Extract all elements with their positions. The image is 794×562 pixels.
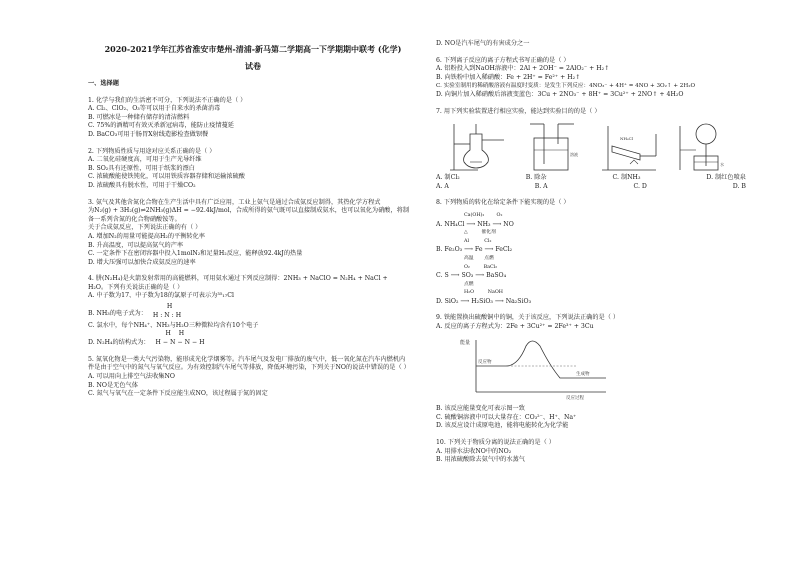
question-6	[436, 57, 766, 100]
option-d: D. 浓硫酸具有脱水性，可用于干燥CO₂	[88, 181, 196, 189]
answer-options	[436, 183, 766, 192]
question-stem-line: 5. 氮氧化物是一类大气污染物，能形成光化学烟雾等。汽车尾气及发电厂排放的废气中，低一氧化氮在汽车内燃机内	[88, 355, 406, 363]
option-b: B. NO是无色气体	[88, 381, 138, 389]
energy-diagram	[456, 336, 766, 404]
option-d-conditions-top: H₂O NaOH	[464, 290, 503, 296]
exam-subtitle: 试卷	[245, 61, 261, 71]
apparatus-label-c: C. 制NH₃	[612, 174, 641, 182]
option-c-block	[436, 264, 766, 290]
apparatus-label-a: A. 制Cl₂	[436, 174, 460, 182]
option-a: A. 可以用向上排空气法收集NO	[88, 373, 175, 381]
option-c: C. 75%的酒精可有效灭杀新冠病毒，能防止疫情蔓延	[88, 122, 234, 130]
question-stem-line: 备一系列含氮的化合物硝酸铵等。	[88, 215, 181, 223]
question-9	[436, 314, 766, 431]
option-a-conditions-bottom: △ 催化剂	[464, 230, 496, 236]
section-heading: 一、选择题	[88, 80, 119, 87]
question-4	[88, 275, 418, 348]
electron-formula-main: H : N : H	[152, 312, 182, 320]
question-stem-line: 关于合成氨反应，下列说法正确的有（ ）	[88, 224, 202, 232]
option-c: C. S ⟶ SO₃ ⟶ BaSO₄	[436, 272, 507, 280]
option-b: B. 用浓硫酸除去氨气中的水蒸气	[436, 456, 525, 464]
energy-diagram-svg	[456, 336, 626, 400]
svg-text:NH₄Cl: NH₄Cl	[620, 136, 633, 142]
question-7	[436, 108, 766, 192]
apparatus-b-figure	[524, 120, 586, 172]
option-c: C. 实验室制用的稀硝酸溶液有温度时变质：是发生下列反应：4NO₃⁻ + 4H⁺ = 4NO + 3O₂↑ + 2H₂O	[436, 83, 696, 90]
electron-formula	[152, 303, 182, 321]
question-stem-line: 件是由于空气中的氮气与氧气反应。为有效控制汽车尾气等排放，降低环境污染，下列关于NO的说法中错误的是（ ）	[88, 364, 410, 372]
apparatus-labels	[436, 174, 766, 183]
question-stem: 7. 用下列实验装置进行相应实验，能达到实验目的的是（ ）	[436, 107, 601, 115]
option-a: A. 反应的离子方程式为：2Fe + 3Cu²⁺ = 2Fe³⁺ + 3Cu	[436, 323, 594, 331]
option-b: B. 向铁粉中加入稀硝酸：Fe + 2H⁺ = Fe²⁺ + H₂↑	[436, 73, 581, 81]
option-c: C. 一定条件下在密闭容器中投入1molN₂和足量H₂反应，能释放92.4kJ的热量	[88, 250, 303, 258]
svg-text:溶液: 溶液	[570, 152, 578, 158]
question-stem: 8. 下列物质的转化在给定条件下能实现的是（ ）	[436, 199, 570, 207]
option-a: A. 铝粉投入到NaOH溶液中：2Al + 2OH⁻ = 2AlO₂⁻ + H₂↑	[436, 65, 610, 73]
energy-axis-x-label: 反应过程	[566, 395, 584, 400]
option-a: A. NH₄Cl ⟶ NH₃ ⟶ NO	[436, 220, 514, 228]
option-a: A. 二氧化硅硬度高，可用于生产光导纤维	[88, 156, 202, 164]
exam-title: 2020-2021学年江苏省淮安市楚州-清浦-新马第二学期高一下学期期中联考 (化学)	[104, 44, 402, 54]
option-b: B. 该反应能量变化可表示图一致	[436, 405, 525, 413]
option-d: D. 增大压强可以加快合成氨反应的速率	[88, 258, 196, 266]
question-10	[436, 439, 766, 465]
apparatus-a-figure	[448, 120, 510, 172]
option-a: A. 中子数为17、中子数为18的氯原子可表示为³⁵₁₇Cl	[88, 292, 234, 300]
question-stem-line: 为N₂(g) + 3H₂(g)⇌2NH₃(g)ΔH = −92.4kJ/mol，合成所得的氨气既可以直接制成氨水，也可以氧化为硝酸，将制	[88, 207, 410, 215]
question-3	[88, 199, 418, 268]
question-stem: 2. 下列物质性质与用途对应关系正确的是（ ）	[88, 147, 216, 155]
option-d-block	[436, 289, 766, 306]
apparatus-d-figure	[676, 120, 738, 172]
question-2	[88, 148, 418, 191]
question-stem-line: H₂O。下列有关说法正确的是（ ）	[88, 283, 184, 291]
option-c: C. 氯水中，每个NH₄⁺、NH₃与H₂O三种微粒均含有10个电子	[88, 321, 259, 329]
svg-text:水: 水	[720, 162, 724, 168]
option-d-text: D. N₂H₄的结构式为：	[88, 339, 150, 347]
right-column	[436, 40, 766, 465]
option-b	[88, 303, 418, 320]
electron-formula-top: H	[166, 303, 173, 311]
reactants-label: 反应物	[478, 359, 492, 365]
option-c: C. 氮气与氧气在一定条件下反应能生成NO，该过程属于氮的固定	[88, 390, 268, 398]
option-d: D. SiO₂ ⟶ H₂SiO₃ ⟶ Na₂SiO₃	[436, 297, 532, 305]
apparatus-label-d: D. 制红色喷泉	[706, 174, 746, 182]
question-stem: 10. 下列关于物质分离的说法正确的是（ ）	[436, 439, 555, 447]
option-b: B. Fe₂O₃ ⟶ Fe ⟶ FeCl₂	[436, 246, 513, 254]
products-label: 生成物	[576, 371, 590, 377]
apparatus-figures	[448, 120, 766, 172]
option-c-conditions-bottom: 点燃	[464, 281, 474, 287]
option-b-conditions-top: Al Cl₂	[464, 238, 492, 244]
question-stem: 6. 下列离子反应的离子方程式书写正确的是（ ）	[436, 56, 570, 64]
option-b-block	[436, 238, 766, 264]
question-stem: 1. 化学与我们的生活密不可分，下列说法不正确的是（ ）	[88, 96, 247, 104]
question-1	[88, 97, 418, 140]
option-b: B. A	[534, 182, 548, 190]
question-stem: 9. 铁能置换出硫酸铜中的铜，关于该反应，下列说法正确的是（ ）	[436, 314, 620, 322]
option-c: C. 硫酸铜溶液中可以大量存在：CO₃²⁻、H⁺、Na⁺	[436, 413, 577, 421]
option-c: C. 浓硫酸能使铁钝化，可以用铁质容器存储和运输浓硫酸	[88, 173, 245, 181]
energy-axis-y-label: 能量	[460, 339, 471, 346]
option-a-conditions-top: Ca(OH)₂ O₂	[464, 212, 503, 218]
question-stem-line: 4. 肼(N₂H₄)是火箭发射常用的高能燃料，可用氨水通过下列反应制得：2NH₃ + NaClO = N₂H₄ + NaCl +	[88, 275, 388, 283]
option-c-conditions-top: O₂ BaCl₂	[464, 264, 498, 270]
structural-formula	[155, 330, 205, 348]
question-5	[88, 356, 418, 399]
option-d: D. BaCO₃可用于肠胃X射线造影检查做钡餐	[88, 130, 209, 138]
option-b: B. 可燃冰是一种储有储存的清洁燃料	[88, 113, 190, 121]
option-b-conditions-bottom: 高温 点燃	[464, 255, 494, 261]
question-stem-line: 3. 氨气及其他含氮化合物在生产生活中具有广泛应用，工业上氨气是通过合成氨反应制得，其热化学方程式	[88, 198, 381, 206]
option-a: A. Cl₂、ClO₂、O₃等可以用于自来水的杀菌消毒	[88, 105, 221, 113]
option-d	[88, 330, 418, 348]
apparatus-c-figure	[600, 120, 662, 172]
option-b-text: B. NH₃的电子式为：	[88, 310, 147, 318]
apparatus-label-b: B. 除杂	[525, 174, 547, 182]
option-d: D. B	[732, 182, 746, 190]
question-8	[436, 199, 766, 306]
option-a: A. A	[436, 182, 449, 190]
option-d: D. NO是汽车尾气的有害成分之一	[436, 40, 530, 47]
option-a-block	[436, 212, 766, 238]
option-b: B. SO₂具有还原性，可用于纸浆的漂白	[88, 164, 195, 172]
left-column	[88, 40, 418, 399]
option-d: D. 该反应设计成原电池，能将电能转化为化学能	[436, 422, 569, 430]
option-b: B. 升高温度，可以提高氨气的产率	[88, 241, 184, 249]
option-a: A. 增加N₂的用量可能提高H₂的平衡转化率	[88, 232, 205, 240]
structural-formula-top: H H	[165, 330, 185, 338]
structural-formula-main: H − N − N − H	[155, 339, 205, 347]
option-a: A. 用排水法收NO中的NO₂	[436, 447, 512, 455]
option-c: C. D	[633, 182, 647, 190]
option-d: D. 向铜片加入稀硝酸后溶液变蓝色：3Cu + 2NO₃⁻ + 8H⁺ = 3Cu²⁺ + 2NO↑ + 4H₂O	[436, 90, 684, 98]
